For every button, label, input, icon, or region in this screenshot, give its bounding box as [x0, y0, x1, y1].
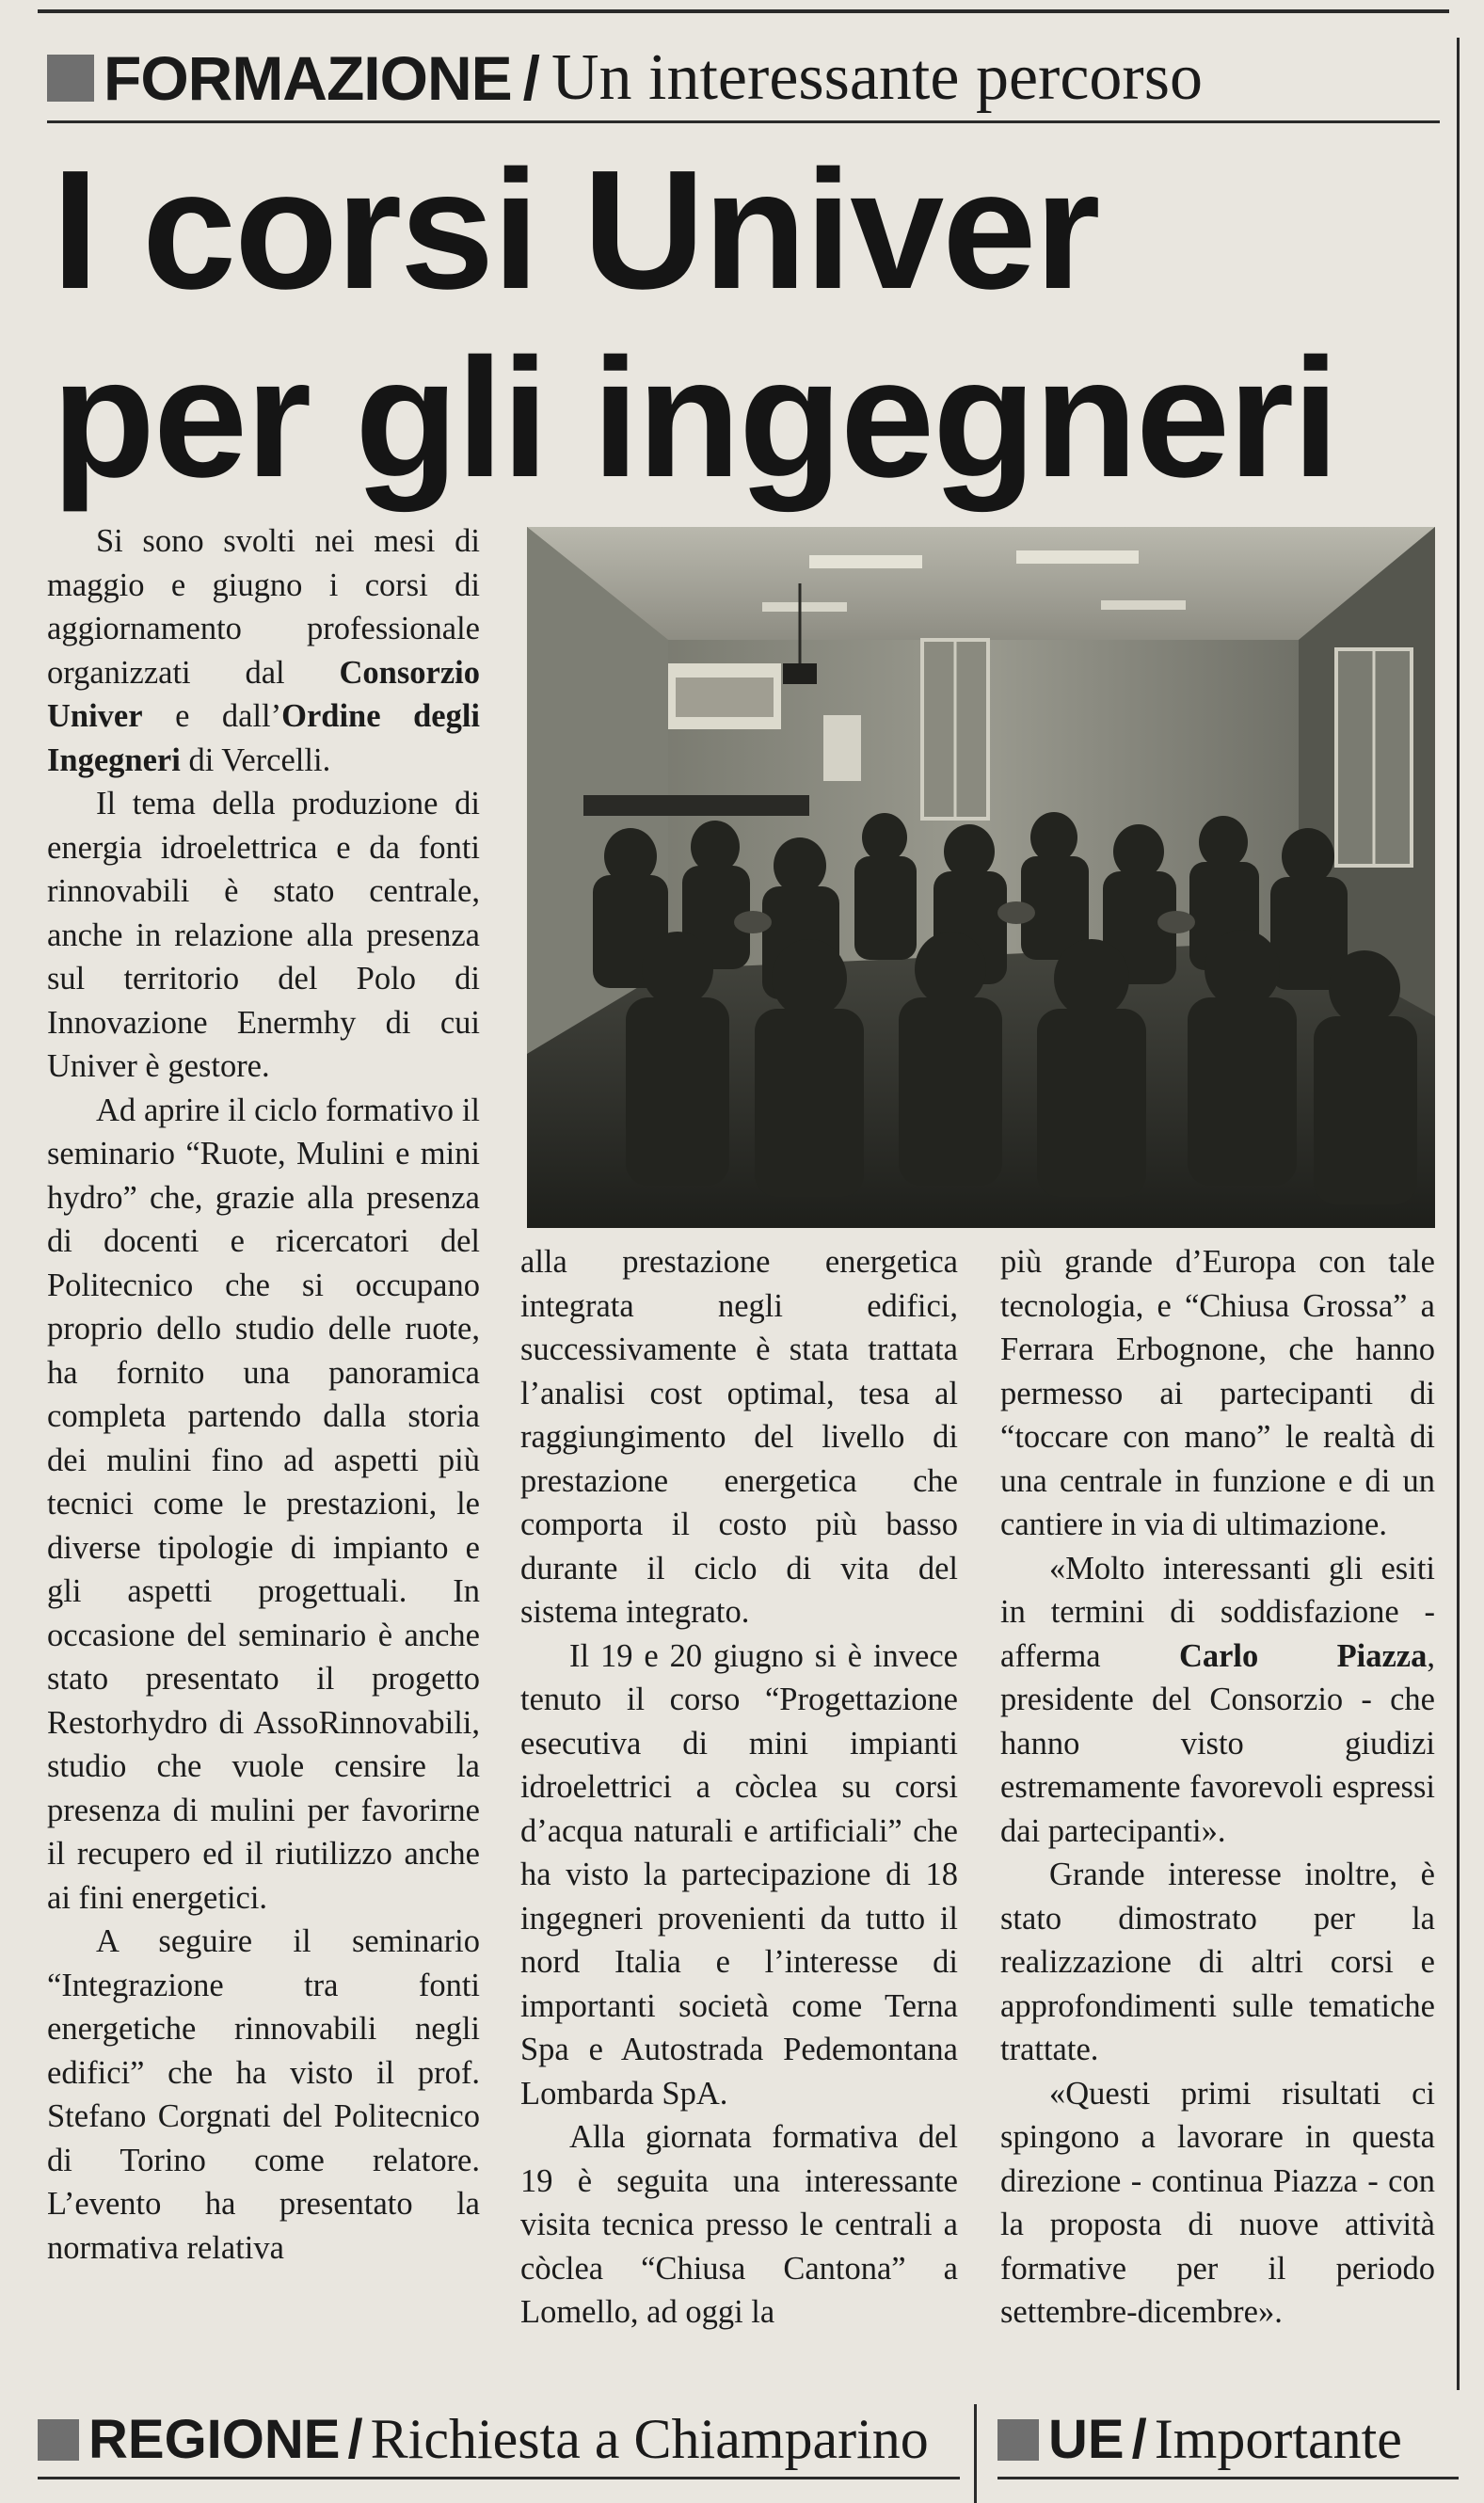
paragraph-1-text-a: Si sono svolti nei mesi di maggio e giugno i corsi di aggiornamento professionale organizzati dal	[47, 523, 480, 691]
organization-ordine-ingegneri: Ordine degli Ingegneri	[47, 698, 480, 778]
classroom-photo-drawing	[527, 527, 1435, 1228]
article-column-1	[47, 519, 480, 2270]
section-subtitle: Richiesta a Chiamparino	[370, 2408, 929, 2470]
headline-line-1: I corsi Univer	[52, 136, 1099, 325]
section-name: REGIONE	[88, 2409, 341, 2470]
paragraph-9	[1000, 1547, 1435, 1854]
article-column-3	[1000, 1240, 1435, 2335]
paragraph-8: più grande d’Europa con tale tecnologia, e “Chiusa Grossa” a Ferrara Erbognone, che hanno permesso ai partecipanti di “toccare con mano” le realtà di una centrale in funzione e di un cantiere in via di ultimazione.	[1000, 1244, 1435, 1542]
paragraph-4: A seguire il seminario “Integrazione tra fonti energetiche rinnovabili negli edifici” che ha visto il prof. Stefano Corgnati del Politecnico di Torino come relatore. L’evento ha presentato la normativa relativa	[47, 1923, 480, 2266]
section-marker-square	[47, 55, 94, 102]
paragraph-7: Alla giornata formativa del 19 è seguita una interessante visita tecnica presso le centrali a còclea “Chiusa Cantona” a Lomello, ad oggi la	[520, 2119, 958, 2330]
paragraph-10: Grande interesse inoltre, è stato dimostrato per la realizzazione di altri corsi e approfondimenti sulle tematiche trattate.	[1000, 1857, 1435, 2067]
next-article-header-regione	[38, 2404, 960, 2475]
bottom-divider	[974, 2404, 977, 2503]
headline-line-2: per gli ingegneri	[52, 324, 1338, 513]
section-marker-square	[997, 2419, 1039, 2461]
section-subtitle: Importante	[1154, 2408, 1402, 2470]
bottom-rule-right	[997, 2477, 1459, 2479]
section-marker-square	[38, 2419, 79, 2461]
section-slash: /	[522, 43, 540, 113]
article-column-2	[520, 1240, 958, 2335]
person-carlo-piazza: Carlo Piazza	[1178, 1637, 1428, 1674]
paragraph-1-text-e: di Vercelli.	[180, 741, 331, 778]
organization-consorzio-univer: Consorzio Univer	[47, 654, 480, 734]
section-header	[47, 26, 1440, 130]
paragraph-1-text-c: e dall’	[142, 698, 282, 734]
paragraph-5: alla prestazione energetica integrata negli edifici, successivamente è stata trattata l’analisi cost optimal, tesa al raggiungimento del livello di prestazione energetica che comporta il costo più basso durante il ciclo di vita del sistema integrato.	[520, 1244, 958, 1630]
section-slash: /	[347, 2409, 363, 2470]
paragraph-2: Il tema della produzione di energia idroelettrica e da fonti rinnovabili è stato centrale, anche in relazione alla presenza sul territorio del Polo di Innovazione Enermhy di cui Univer è gestore.	[47, 786, 480, 1084]
section-name: FORMAZIONE	[104, 43, 512, 113]
paragraph-1	[47, 519, 480, 782]
paragraph-6: Il 19 e 20 giugno si è invece tenuto il corso “Progettazione esecutiva di mini impianti idroelettrici a còclea su corsi d’acqua naturali e artificiali” che ha visto la partecipazione di 18 ingegneri provenienti da tutto il nord Italia e l’interesse di importanti società come Terna Spa e Autostrada Pedemontana Lombarda SpA.	[520, 1637, 958, 2112]
section-slash: /	[1131, 2409, 1147, 2470]
paragraph-3: Ad aprire il ciclo formativo il seminario “Ruote, Mulini e mini hydro” che, grazie alla presenza di docenti e ricercatori del Politecnico che si occupano proprio dello studio delle ruote, ha fornito una panoramica completa partendo dalla storia dei mulini fino ad aspetti più tecnici come le prestazioni, le diverse tipologie di impianto e gli aspetti progettuali. In occasione del seminario è anche stato presentato il progetto Restorhydro di AssoRinnovabili, studio che vuole censire la presenza di mulini per favorirne il recupero ed il riutilizzo anche ai fini energetici.	[47, 1092, 480, 1916]
paragraph-9-text-c: , presidente del Consorzio - che hanno visto giudizi estremamente favorevoli espressi dai partecipanti».	[1000, 1637, 1435, 1849]
section-name: UE	[1048, 2409, 1125, 2470]
paragraph-9-text-a: «Molto interessanti gli esiti in termini di soddisfazione - afferma	[1000, 1550, 1435, 1674]
bottom-rule	[38, 2477, 960, 2479]
paragraph-11: «Questi primi risultati ci spingono a lavorare in questa direzione - continua Piazza - con la proposta di nuove attività formative per il periodo settembre-dicembre».	[1000, 2075, 1435, 2330]
article-headline	[52, 136, 1463, 513]
top-rule	[38, 9, 1449, 13]
next-article-header-ue	[997, 2404, 1484, 2475]
classroom-photo	[527, 527, 1435, 1228]
section-subtitle: Un interessante percorso	[551, 41, 1203, 114]
